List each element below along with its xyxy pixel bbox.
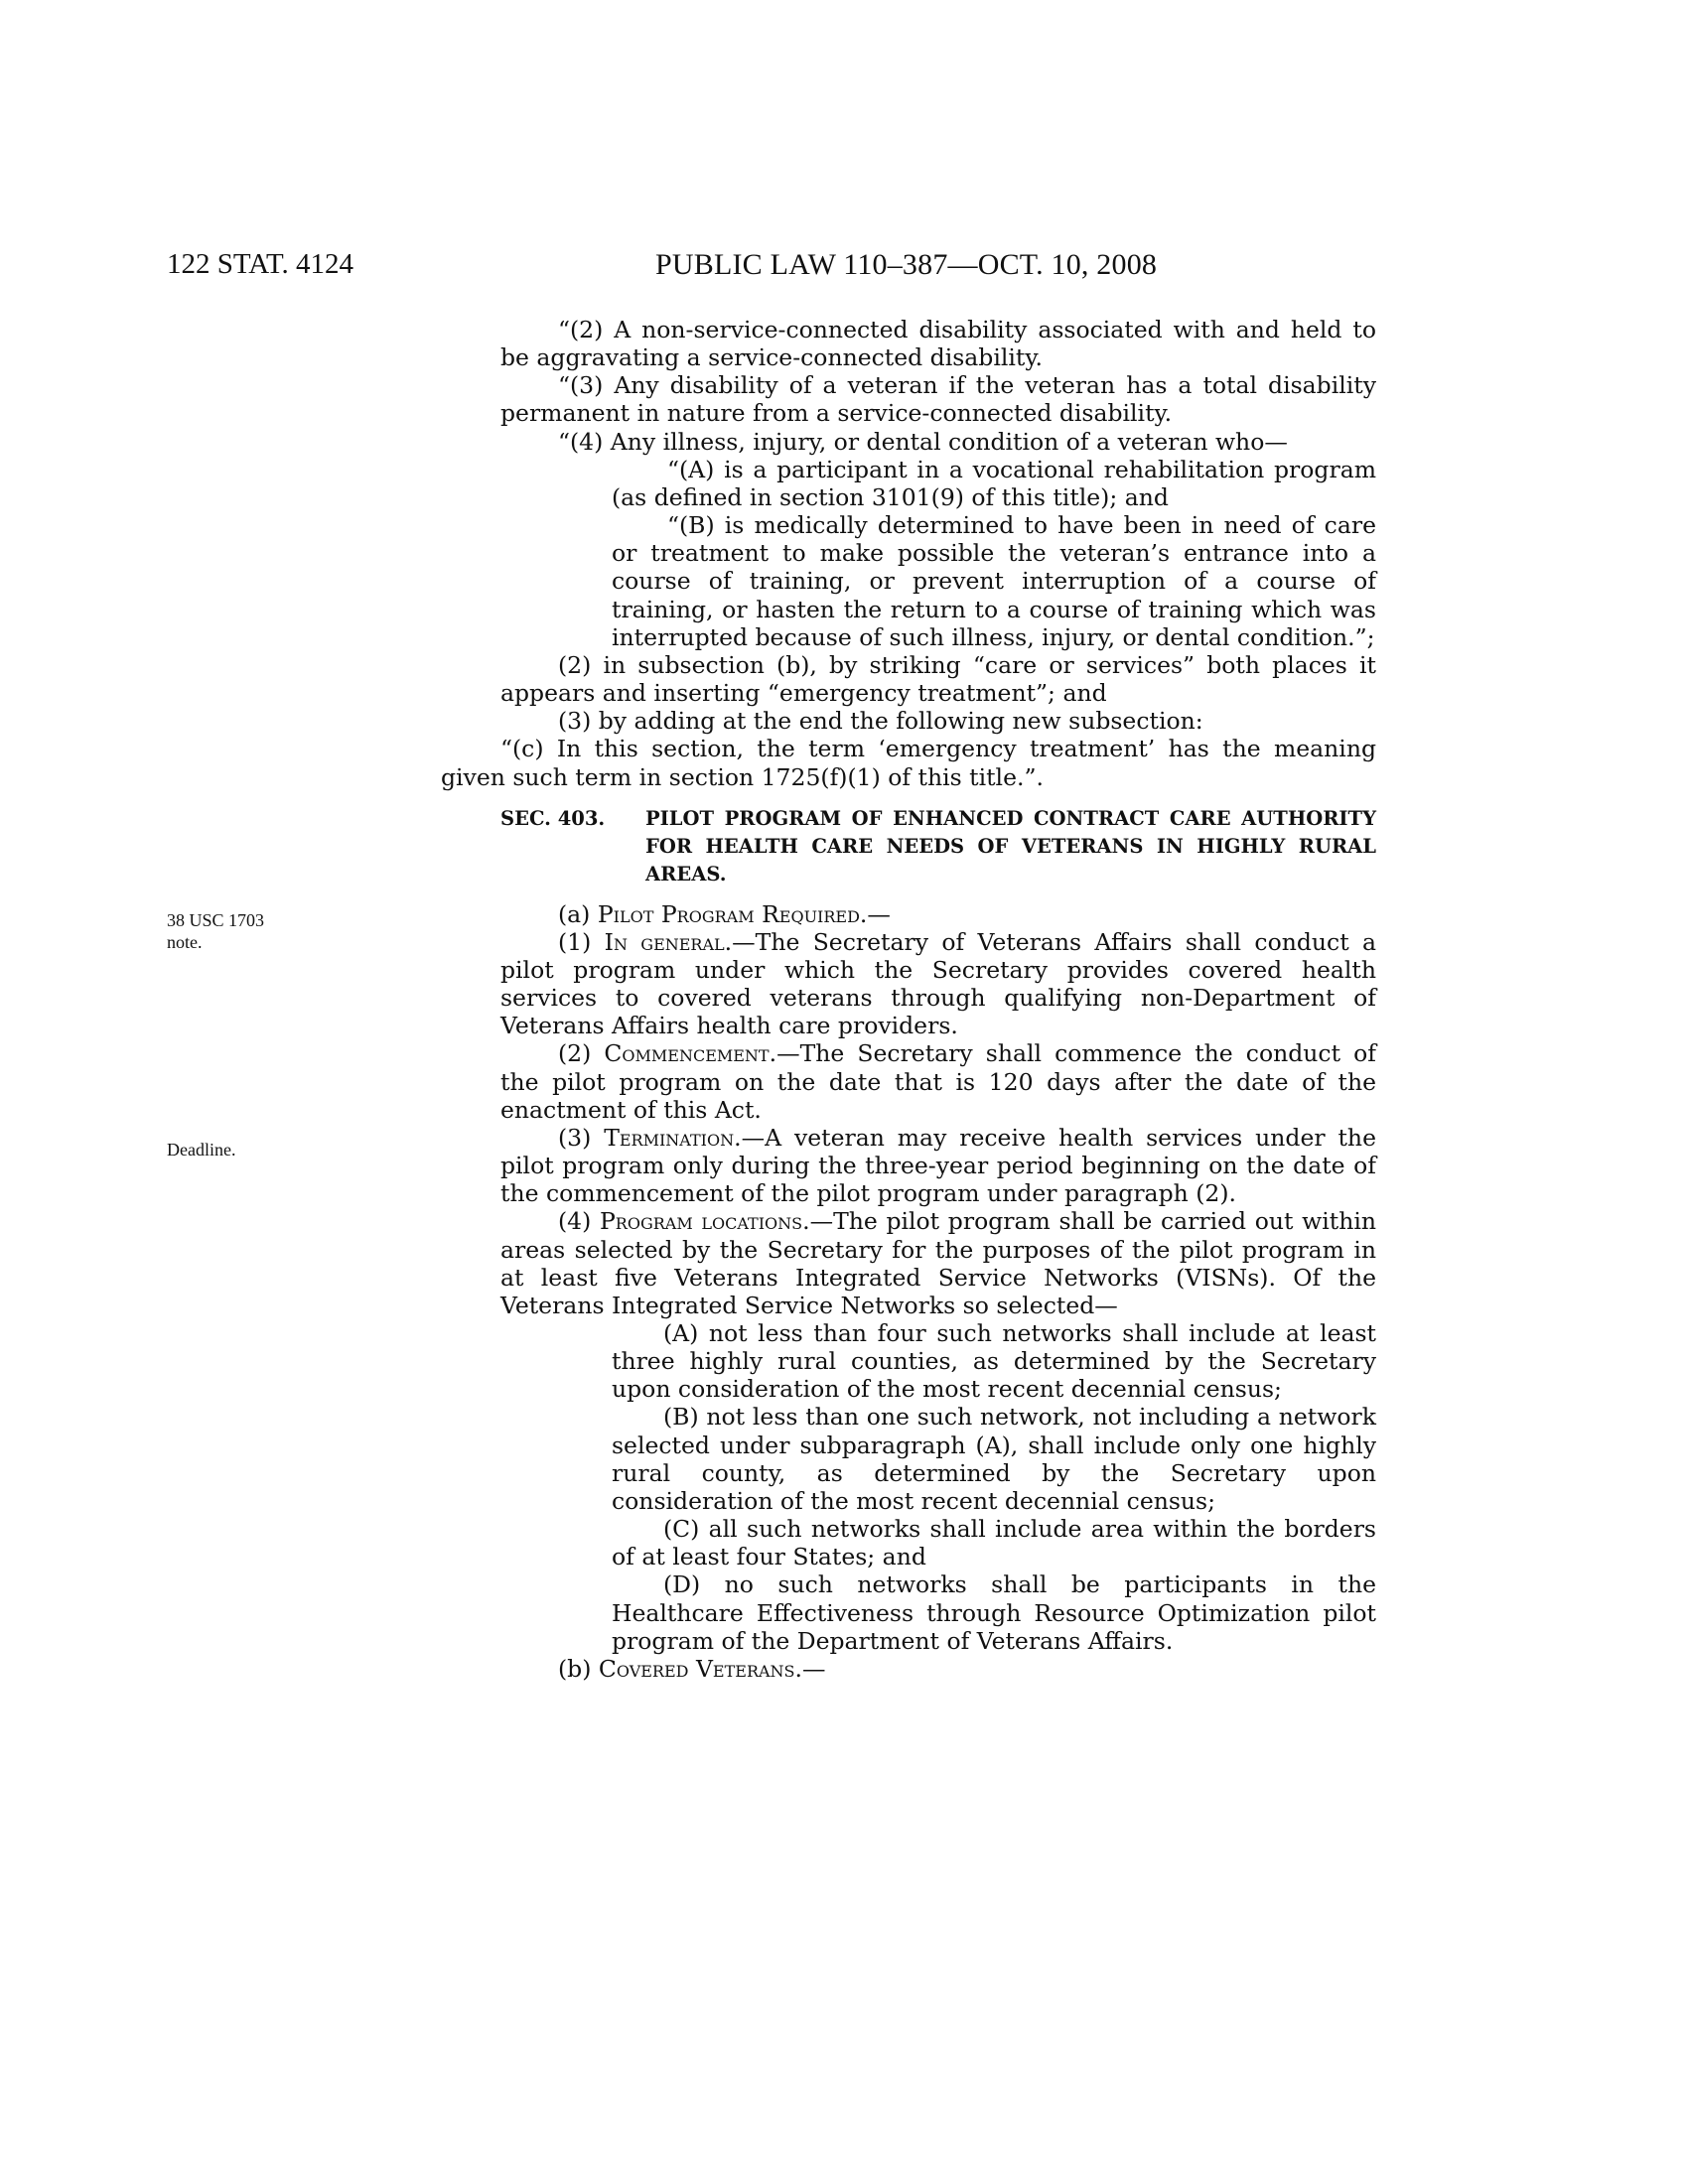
subsection-a-heading <box>500 900 1376 928</box>
amendment-2-subsection-b: (2) in subsection (b), by striking “care or services” both places it appears and inserting “emergency treatment”; and <box>500 650 1376 708</box>
paragraph-a1-in-general <box>500 928 1376 1040</box>
subparagraph-4b: (B) not less than one such network, not including a network selected under subparagraph (A), shall include only one highly rural county, as determined by the Secretary upon consideration of the most recent decennial census; <box>612 1403 1376 1515</box>
paragraph-a4-caption: Program locations. <box>599 1207 810 1236</box>
subsection-b-dash: — <box>802 1654 826 1683</box>
subparagraph-4a: (A) not less than four such networks shall include at least three highly rural counties, as determined by the Secretary upon consideration of the most recent decennial census; <box>612 1319 1376 1404</box>
paragraph-a3-text: —A veteran may receive health services under the pilot program only during the three-year period beginning on the date of the commencement of the pilot program under paragraph (2). <box>500 1123 1376 1208</box>
subsection-b-number: (b) <box>558 1654 592 1683</box>
section-number: SEC. 403. <box>500 806 606 830</box>
paragraph-a3-caption: Termination. <box>604 1123 742 1152</box>
amendment-3-new-subsection: (3) by adding at the end the following new subsection: <box>558 707 1203 736</box>
paragraph-a1-number: (1) <box>558 927 592 956</box>
paragraph-a2-number: (2) <box>558 1039 592 1068</box>
margin-note-usc-cite: 38 USC 1703 <box>167 910 265 930</box>
paragraph-a2-commencement <box>500 1039 1376 1123</box>
subparagraph-4d: (D) no such networks shall be participants in the Healthcare Effectiveness through Resource Optimization pilot program of the Department of Veterans Affairs. <box>612 1570 1376 1655</box>
subsection-b-heading <box>500 1655 1376 1683</box>
subsection-b-caption: Covered Veterans. <box>598 1654 802 1683</box>
subparagraph-4c: (C) all such networks shall include area within the borders of at least four States; and <box>612 1515 1376 1571</box>
margin-note-usc-note: note. <box>167 932 203 952</box>
margin-note-usc <box>167 909 326 953</box>
paragraph-a4-text: —The pilot program shall be carried out within areas selected by the Secretary for the purposes of the pilot program in at least five Veterans Integrated Service Networks (VISNs). Of the Veterans Integrated Service Networks so selected— <box>500 1207 1376 1319</box>
paragraph-4-illness: “(4) Any illness, injury, or dental condition of a veteran who— <box>558 427 1288 456</box>
stat-page-number: 122 STAT. 4124 <box>167 248 354 280</box>
subsection-a-number: (a) <box>558 899 591 928</box>
paragraph-2-disability: “(2) A non-service-connected disability associated with and held to be aggravating a service-connected disability. <box>500 316 1376 372</box>
paragraph-a3-number: (3) <box>558 1123 592 1152</box>
section-title: PILOT PROGRAM OF ENHANCED CONTRACT CARE AUTHORITY FOR HEALTH CARE NEEDS OF VETERANS IN HIGHLY RURAL AREAS. <box>645 806 1376 886</box>
paragraph-3-disability: “(3) Any disability of a veteran if the veteran has a total disability permanent in nature from a service-connected disability. <box>500 371 1376 428</box>
subparagraph-a-participant: “(A) is a participant in a vocational rehabilitation program (as defined in section 3101(9) of this title); and <box>612 455 1376 511</box>
paragraph-a4-program-locations <box>500 1207 1376 1319</box>
public-law-title: PUBLIC LAW 110–387—OCT. 10, 2008 <box>655 248 1158 281</box>
section-heading <box>500 805 1376 888</box>
paragraph-a1-caption: In general. <box>604 927 733 956</box>
paragraph-a2-caption: Commencement. <box>604 1039 777 1068</box>
subsection-a-dash: — <box>867 899 891 928</box>
page-header <box>167 248 1370 292</box>
paragraph-a4-number: (4) <box>558 1207 592 1236</box>
subsection-a-caption: Pilot Program Required. <box>597 899 868 928</box>
subsection-c-definition: “(c) In this section, the term ‘emergency treatment’ has the meaning given such term in section 1725(f)(1) of this title.”. <box>441 735 1376 791</box>
subparagraph-b-medically-determined: “(B) is medically determined to have been in need of care or treatment to make possible the veteran’s entrance into a course of training, or prevent interruption of a course of training, or hasten the return to a course of training which was interrupted because of such illness, injury, or dental condition.”; <box>612 511 1376 651</box>
paragraph-a1-text: —The Secretary of Veterans Affairs shall conduct a pilot program under which the Secretary provides covered health services to covered veterans through qualifying non-Department of Veterans Affairs health care providers. <box>500 927 1376 1040</box>
document-body <box>441 316 1376 1683</box>
paragraph-a3-termination <box>500 1124 1376 1207</box>
paragraph-a2-text: —The Secretary shall commence the conduct of the pilot program on the date that is 120 days after the date of the enactment of this Act. <box>500 1039 1376 1124</box>
margin-note-deadline: Deadline. <box>167 1140 236 1160</box>
